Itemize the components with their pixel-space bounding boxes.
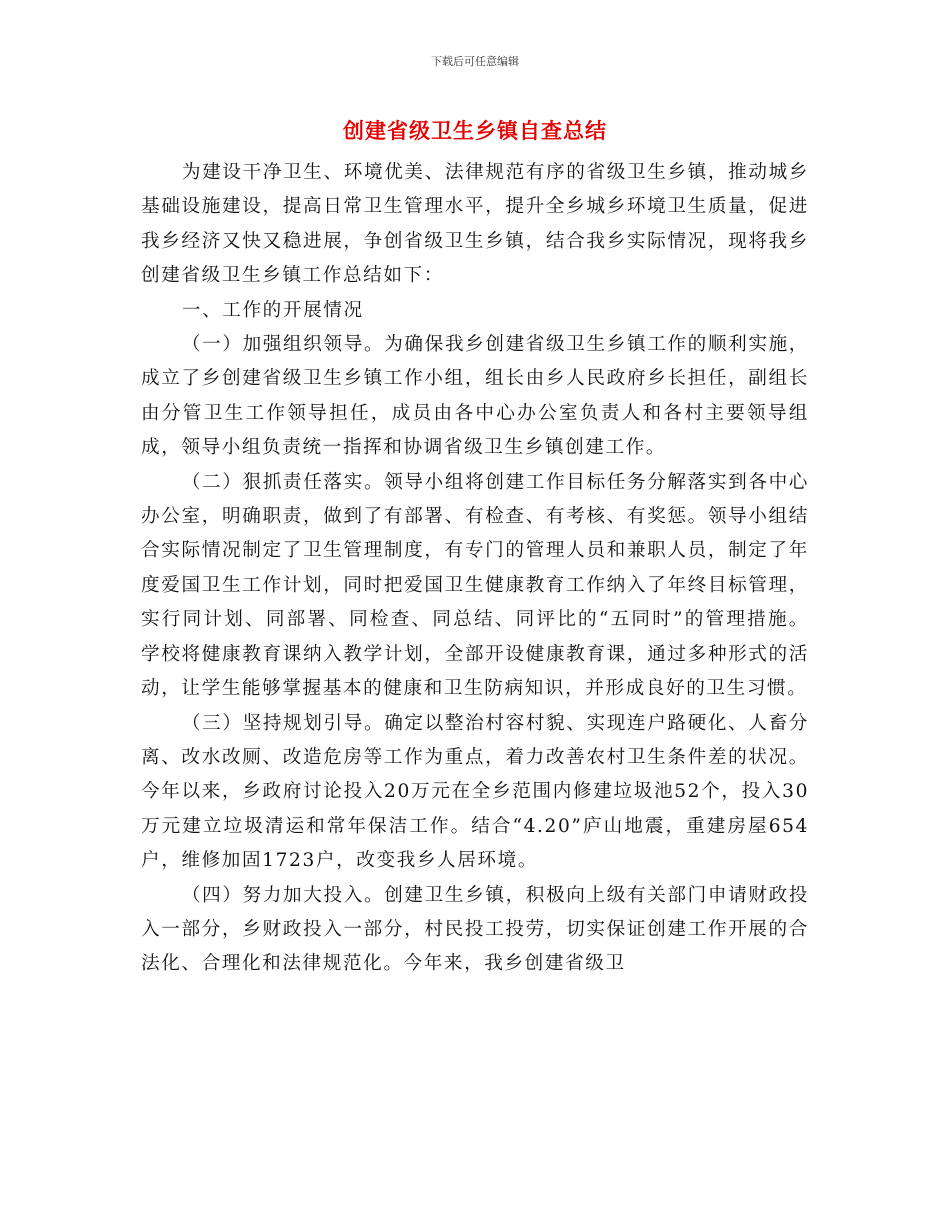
header-note: 下载后可任意编辑: [431, 55, 519, 68]
paragraph-intro: 为建设干净卫生、环境优美、法律规范有序的省级卫生乡镇，推动城乡基础设施建设，提高日常卫生管理水平，提升全乡城乡环境卫生质量，促进我乡经济又快又稳进展，争创省级卫生乡镇，结合我乡实际情况，现将我乡创建省级卫生乡镇工作总结如下：: [141, 162, 809, 287]
page-title: 创建省级卫生乡镇自查总结: [343, 119, 607, 143]
paragraph-organization: （一）加强组织领导。为确保我乡创建省级卫生乡镇工作的顺利实施，成立了乡创建省级卫生乡镇工作小组，组长由乡人民政府乡长担任，副组长由分管卫生工作领导担任，成员由各中心办公室负责人和各村主要领导组成，领导小组负责统一指挥和协调省级卫生乡镇创建工作。: [141, 334, 809, 459]
section-heading-1: 一、工作的开展情况: [181, 299, 364, 321]
paragraph-investment: （四）努力加大投入。创建卫生乡镇，积极向上级有关部门申请财政投入一部分，乡财政投入一部分，村民投工投劳，切实保证创建工作开展的合法化、合理化和法律规范化。今年来，我乡创建省级卫: [141, 884, 809, 975]
paragraph-responsibility: （二）狠抓责任落实。领导小组将创建工作目标任务分解落实到各中心办公室，明确职责，做到了有部署、有检查、有考核、有奖惩。领导小组结合实际情况制定了卫生管理制度，有专门的管理人员和兼职人员，制定了年度爱国卫生工作计划，同时把爱国卫生健康教育工作纳入了年终目标管理，实行同计划、同部署、同检查、同总结、同评比的“五同时”的管理措施。学校将健康教育课纳入教学计划，全部开设健康教育课，通过多种形式的活动，让学生能够掌握基本的健康和卫生防病知识，并形成良好的卫生习惯。: [141, 471, 809, 700]
paragraph-planning: （三）坚持规划引导。确定以整治村容村貌、实现连户路硬化、人畜分离、改水改厕、改造危房等工作为重点，着力改善农村卫生条件差的状况。今年以来，乡政府讨论投入20万元在全乡范围内修建垃圾池52个，投入30万元建立垃圾清运和常年保洁工作。结合“4.20”庐山地震，重建房屋654户，维修加固1723户，改变我乡人居环境。: [141, 712, 809, 872]
document-body: [141, 156, 809, 982]
